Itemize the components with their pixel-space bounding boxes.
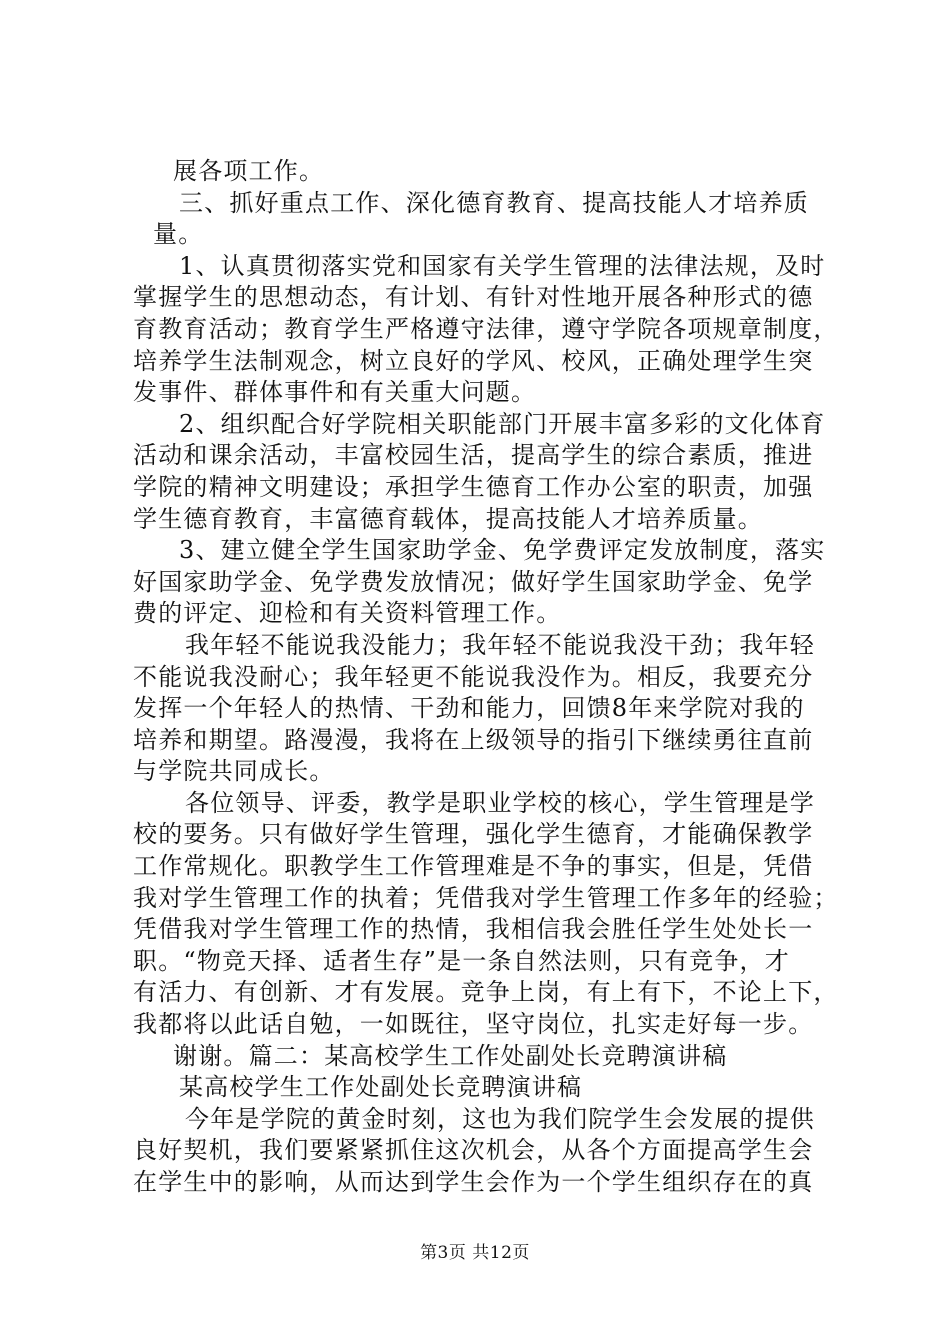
text-line: 量。 [153,220,204,249]
text-line: 校的要务。只有做好学生管理，强化学生德育，才能确保教学 [133,820,814,849]
text-line: 谢谢。篇二：某高校学生工作处副处长竞聘演讲稿 [173,1041,728,1070]
text-line: 各位领导、评委，教学是职业学校的核心，学生管理是学 [185,788,815,817]
text-line: 活动和课余活动，丰富校园生活，提高学生的综合素质，推进 [133,441,814,470]
text-line: 1、认真贯彻落实党和国家有关学生管理的法律法规，及时 [179,251,826,280]
text-line: 今年是学院的黄金时刻，这也为我们院学生会发展的提供 [185,1104,815,1133]
text-line: 费的评定、迎检和有关资料管理工作。 [133,599,562,628]
text-line: 学生德育教育，丰富德育载体，提高技能人才培养质量。 [133,504,763,533]
text-line: 发事件、群体事件和有关重大问题。 [133,378,537,407]
text-line: 我都将以此话自勉，一如既往，坚守岗位，扎实走好每一步。 [133,1010,814,1039]
text-line: 不能说我没耐心；我年轻更不能说我没作为。相反，我要充分 [133,662,814,691]
text-line: 在学生中的影响，从而达到学生会作为一个学生组织存在的真 [133,1168,814,1196]
section-heading: 三、抓好重点工作、深化德育教育、提高技能人才培养质 [179,188,809,217]
text-line: 发挥一个年轻人的热情、干劲和能力，回馈8年来学院对我的 [133,694,805,723]
text-line: 有活力、有创新、才有发展。竞争上岗，有上有下，不论上下， [133,978,839,1007]
text-line: 培养学生法制观念，树立良好的学风、校风，正确处理学生突 [133,346,814,375]
text-line: 我对学生管理工作的执着；凭借我对学生管理工作多年的经验； [133,883,839,912]
text-line: 我年轻不能说我没能力；我年轻不能说我没干劲；我年轻 [185,630,815,659]
text-line: 育教育活动；教育学生严格遵守法律，遵守学院各项规章制度， [133,314,839,343]
text-line: 掌握学生的思想动态，有计划、有针对性地开展各种形式的德 [133,283,814,312]
text-line: 良好契机，我们要紧紧抓住这次机会，从各个方面提高学生会 [133,1136,814,1165]
text-line: 凭借我对学生管理工作的热情，我相信我会胜任学生处处长一 [133,915,814,944]
page-footer [0,1242,950,1264]
text-line: 学院的精神文明建设；承担学生德育工作办公室的职责，加强 [133,472,814,501]
text-line: 3、建立健全学生国家助学金、免学费评定发放制度，落实 [179,536,826,565]
text-line: 职。“物竞天择、适者生存”是一条自然法则，只有竞争，才 [133,946,790,975]
text-line: 培养和期望。路漫漫，我将在上级领导的指引下继续勇往直前 [133,725,814,754]
text-line: 好国家助学金、免学费发放情况；做好学生国家助学金、免学 [133,567,814,596]
text-line: 与学院共同成长。 [133,757,335,786]
document-body [133,156,839,1199]
text-line: 2、组织配合好学院相关职能部门开展丰富多彩的文化体育 [179,409,826,438]
page-number-label: 第3页 共12页 [420,1243,530,1263]
text-line: 工作常规化。职教学生工作管理难是不争的事实，但是，凭借 [133,852,814,881]
document-subtitle: 某高校学生工作处副处长竞聘演讲稿 [179,1073,583,1102]
text-line: 展各项工作。 [173,157,325,185]
